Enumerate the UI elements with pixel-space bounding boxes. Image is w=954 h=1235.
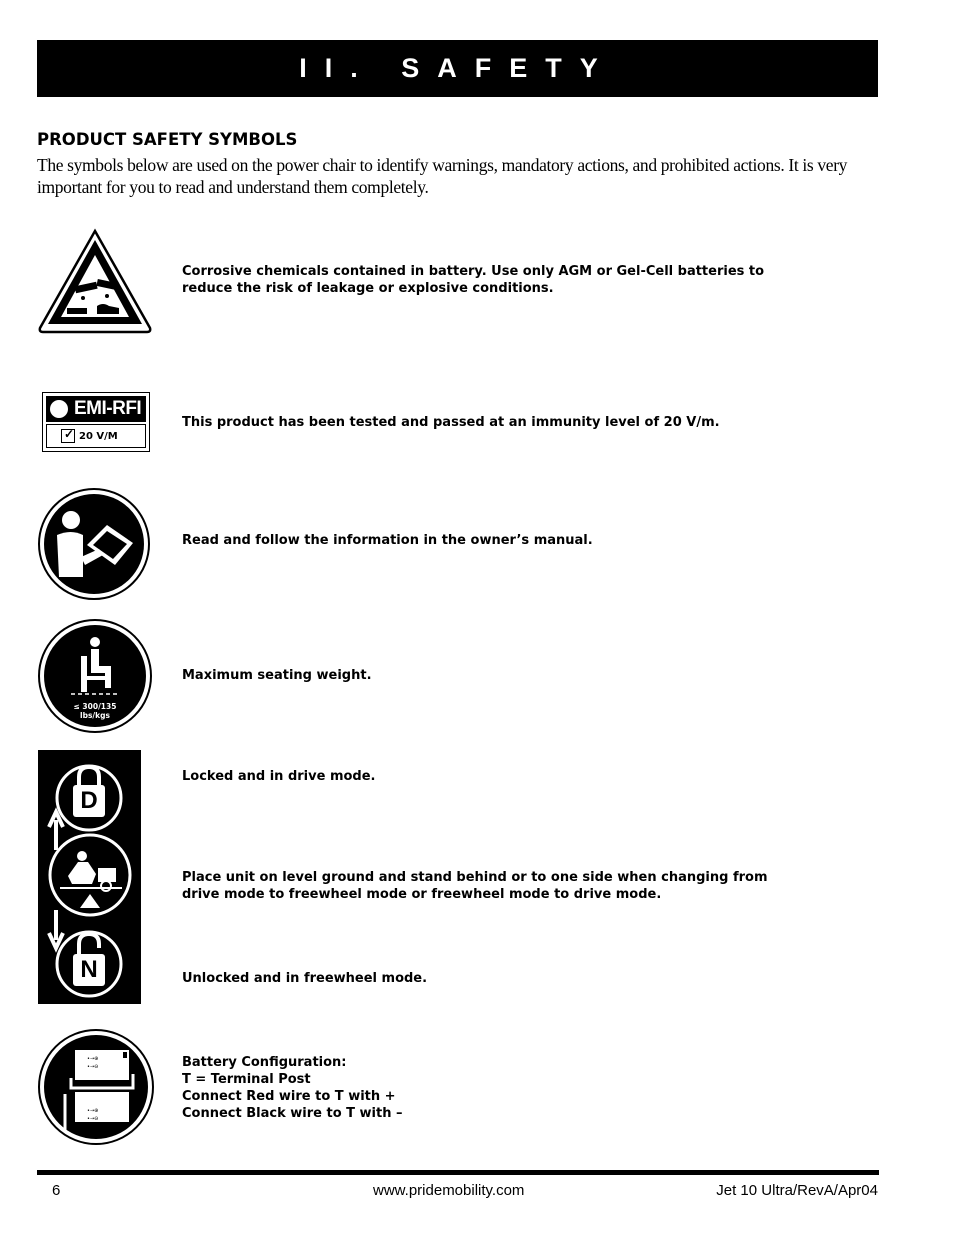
page-number: 6 <box>52 1182 61 1199</box>
drive-freewheel-panel <box>38 750 141 1004</box>
corrosive-line-1: Corrosive chemicals contained in battery. Use only AGM or Gel-Cell batteries to <box>182 264 765 279</box>
emi-rfi-text: EMI-RFI <box>74 398 142 419</box>
corrosive-line-2: reduce the risk of leakage or explosive conditions. <box>182 281 554 296</box>
level-ground-icon <box>48 832 132 918</box>
max-seating-weight-icon <box>37 618 153 734</box>
battery-line-4: Connect Black wire to T with – <box>182 1106 403 1121</box>
emi-rating-box <box>46 424 146 448</box>
weight-description: Maximum seating weight. <box>182 668 372 683</box>
emi-description: This product has been tested and passed at an immunity level of 20 V/m. <box>182 415 720 430</box>
level-line-1: Place unit on level ground and stand behind or to one side when changing from <box>182 870 768 885</box>
corrosive-chemicals-icon <box>37 228 153 334</box>
locked-description: Locked and in drive mode. <box>182 769 376 784</box>
emi-rating-text: 20 V/M <box>79 430 118 442</box>
svg-text:•→⊕: •→⊕ <box>87 1108 99 1114</box>
unlocked-freewheel-mode-icon <box>55 926 123 1000</box>
level-ground-description <box>182 869 822 903</box>
read-manual-icon <box>37 487 151 601</box>
battery-line-2: T = Terminal Post <box>182 1072 311 1087</box>
battery-configuration-icon <box>37 1028 155 1146</box>
footer-url: www.pridemobility.com <box>373 1182 525 1199</box>
checkbox-icon: ✓ <box>61 429 75 443</box>
svg-text:•→⊕: •→⊕ <box>87 1056 99 1062</box>
chapter-banner <box>37 40 878 97</box>
freewheel-letter: N <box>80 956 98 983</box>
battery-line-1: Battery Configuration: <box>182 1055 347 1070</box>
emi-rfi-header <box>46 396 146 422</box>
weight-limit-label <box>37 702 153 720</box>
manual-description: Read and follow the information in the owner’s manual. <box>182 533 593 548</box>
svg-text:•→⊖: •→⊖ <box>87 1116 99 1122</box>
footer-document-id: Jet 10 Ultra/RevA/Apr04 <box>716 1182 878 1199</box>
footer-rule <box>37 1170 879 1175</box>
intro-paragraph: The symbols below are used on the power chair to identify warnings, mandatory actions, and prohibited actions. It is very important for you to read and understand them completely. <box>37 155 848 197</box>
emi-rfi-label-icon <box>42 392 150 452</box>
level-line-2: drive mode to freewheel mode or freewheel mode to drive mode. <box>182 887 662 902</box>
weight-limit-value: ≤ 300/135 <box>73 702 117 711</box>
emi-logo-icon <box>50 400 68 418</box>
battery-description <box>182 1054 822 1122</box>
chapter-title: II. SAFETY <box>299 53 616 83</box>
section-title: PRODUCT SAFETY SYMBOLS <box>37 130 298 149</box>
unlocked-description: Unlocked and in freewheel mode. <box>182 971 428 986</box>
drive-letter: D <box>80 787 98 814</box>
corrosive-description <box>182 263 822 297</box>
battery-line-3: Connect Red wire to T with + <box>182 1089 396 1104</box>
weight-limit-units: lbs/kgs <box>80 711 110 720</box>
svg-text:•→⊖: •→⊖ <box>87 1064 99 1070</box>
